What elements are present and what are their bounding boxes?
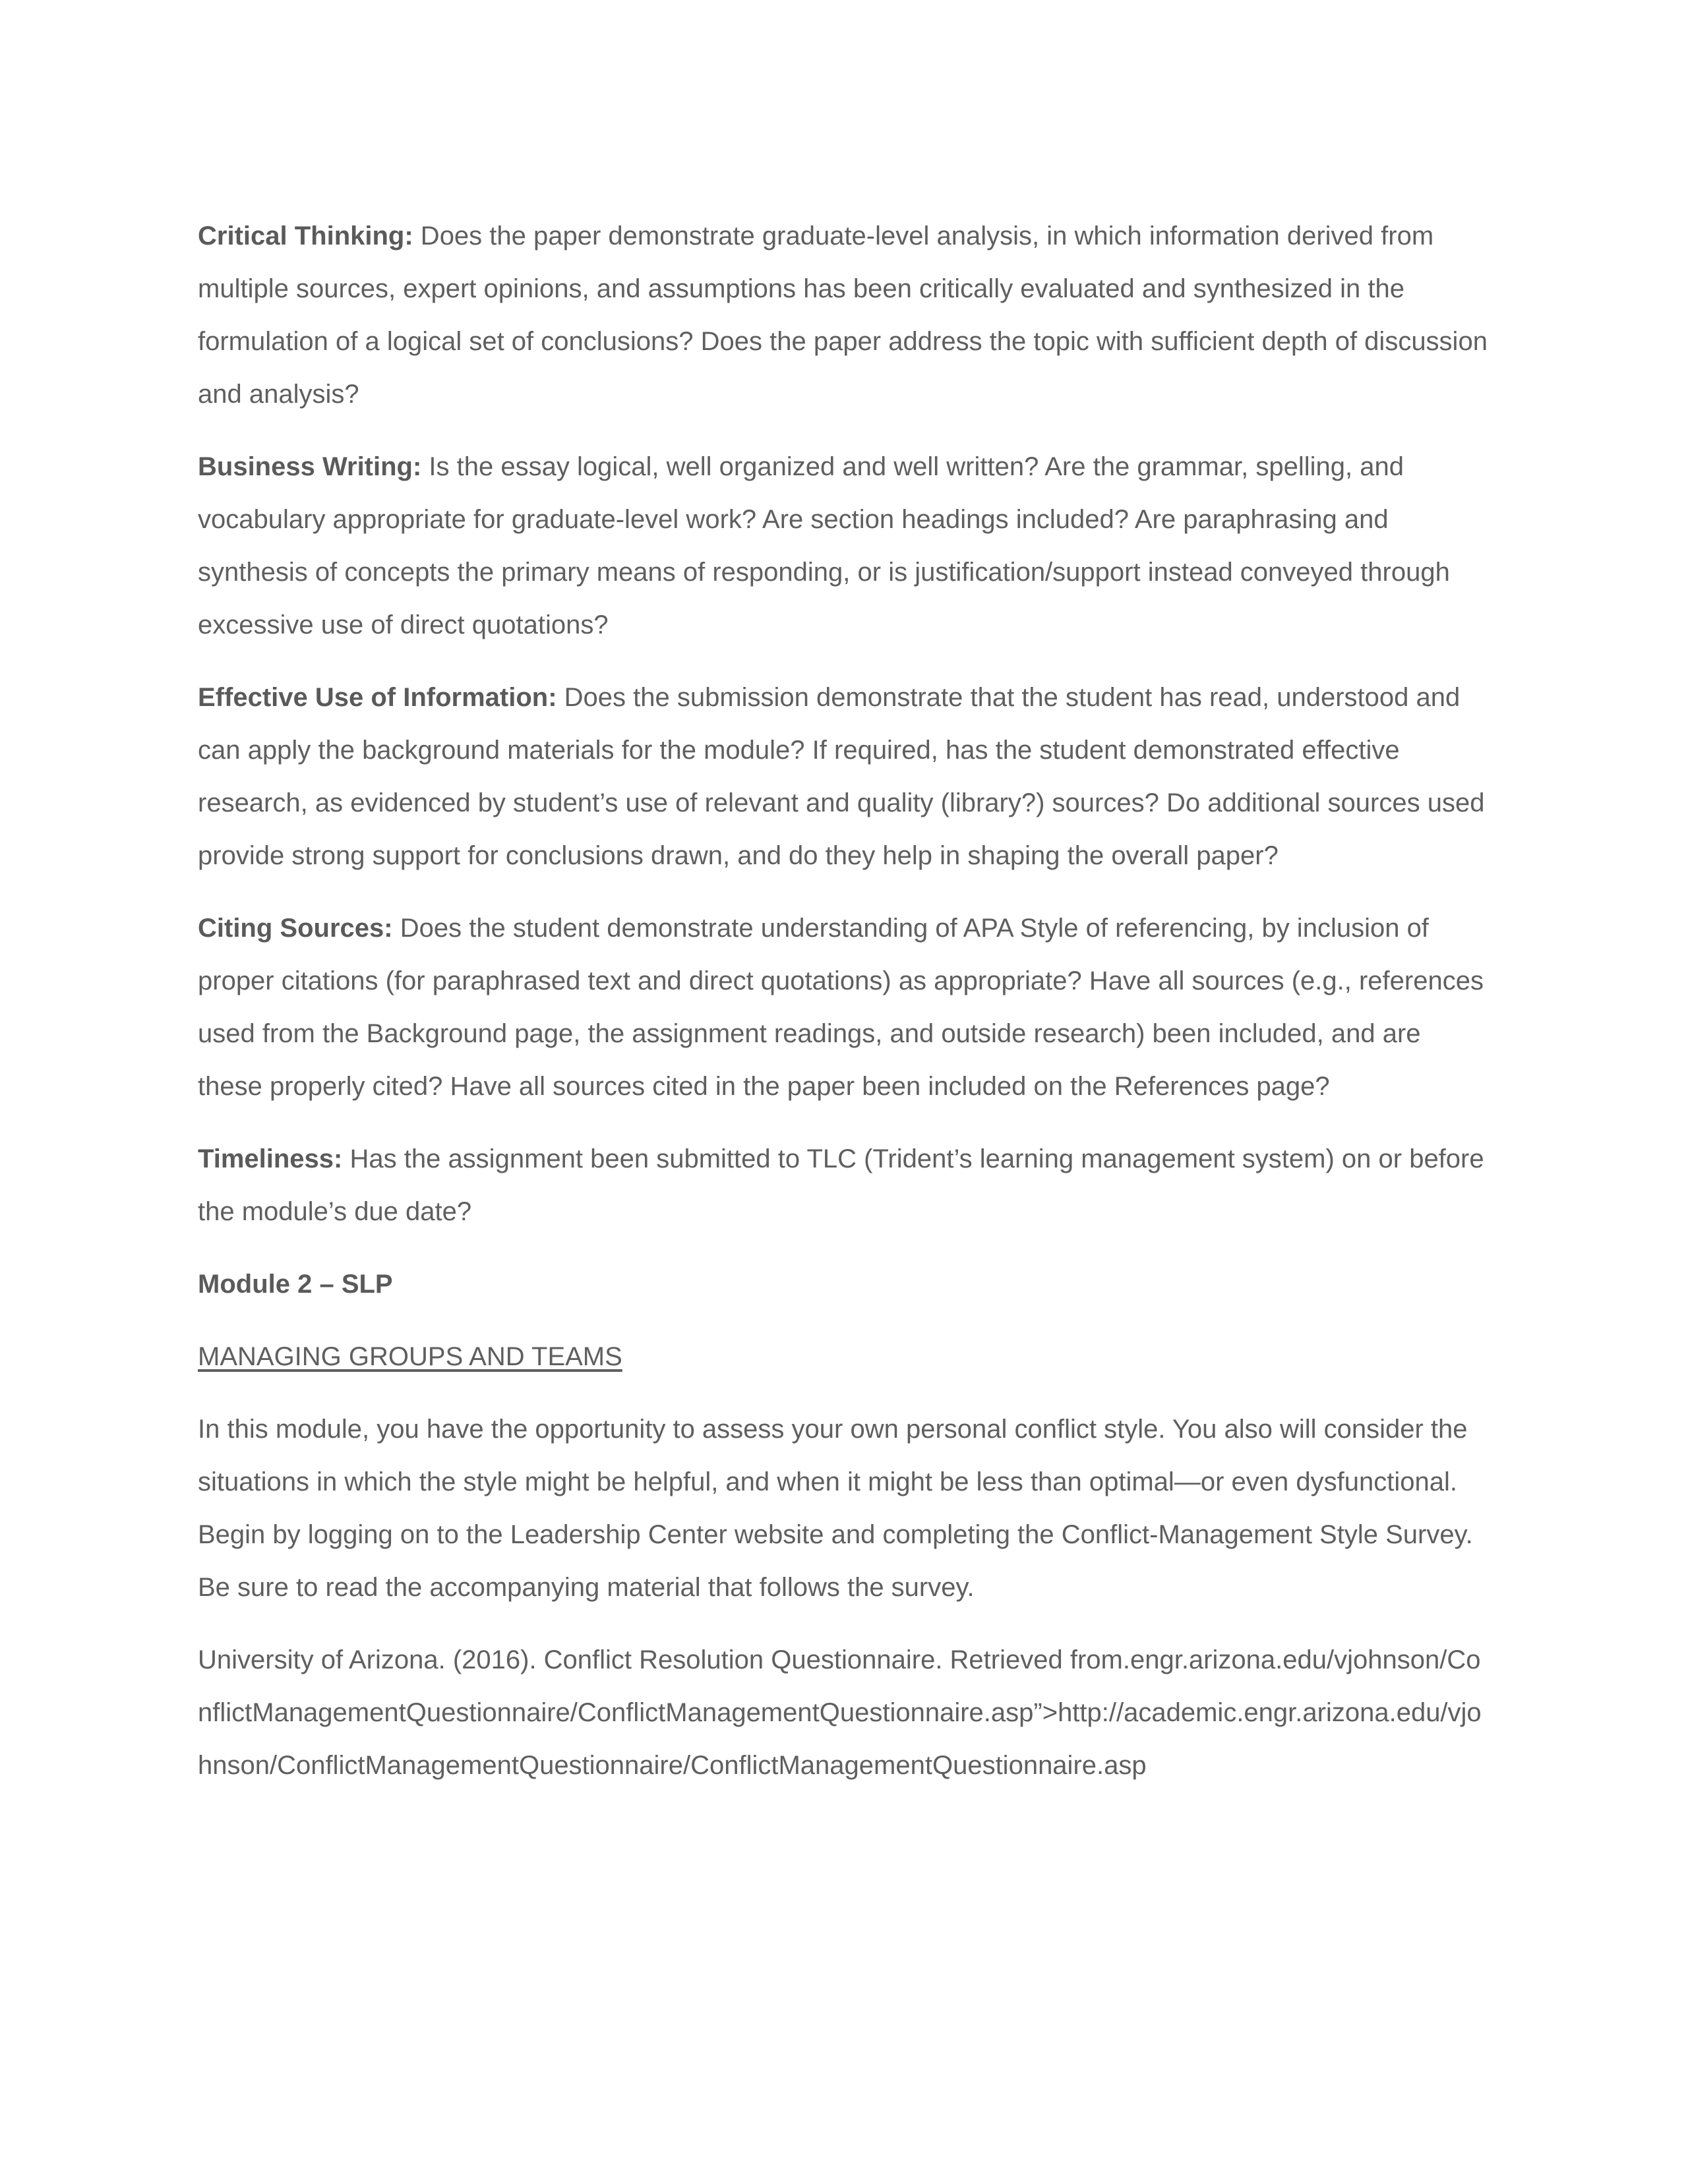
criterion-text: Has the assignment been submitted to TLC (Trident’s learning management system) on or before the module’s due date? bbox=[198, 1144, 1484, 1226]
criterion-effective-use-of-information bbox=[198, 671, 1490, 882]
criterion-business-writing bbox=[198, 440, 1490, 651]
criterion-label: Citing Sources: bbox=[198, 914, 393, 943]
criterion-label: Critical Thinking: bbox=[198, 221, 413, 251]
section-title: MANAGING GROUPS AND TEAMS bbox=[198, 1342, 622, 1371]
reference-citation: University of Arizona. (2016). Conflict Resolution Questionnaire. Retrieved from.engr.arizona.edu/vjohnson/ConflictManagementQuestionnaire/ConflictManagementQuestionnaire.asp”>http://academic.engr.arizona.edu/vjohnson/ConflictManagementQuestionnaire/ConflictManagementQuestionnaire.asp bbox=[198, 1645, 1482, 1780]
criterion-timeliness bbox=[198, 1133, 1490, 1238]
criterion-label: Timeliness: bbox=[198, 1144, 343, 1173]
criterion-text: Does the student demonstrate understanding of APA Style of referencing, by inclusion of proper citations (for paraphrased text and direct quotations) as appropriate? Have all sources (e.g., references used from the Background page, the assignment readings, and outside research) been included, and are these properly cited? Have all sources cited in the paper been included on the References page? bbox=[198, 914, 1484, 1101]
criterion-label: Business Writing: bbox=[198, 452, 422, 481]
criterion-critical-thinking bbox=[198, 210, 1490, 421]
criterion-text: Is the essay logical, well organized and well written? Are the grammar, spelling, and vocabulary appropriate for graduate-level work? Are section headings included? Are paraphrasing and synthesis of concepts the primary means of responding, or is justification/support instead conveyed through excessive use of direct quotations? bbox=[198, 452, 1450, 639]
module-heading: Module 2 – SLP bbox=[198, 1270, 393, 1299]
document-page bbox=[198, 210, 1490, 1812]
intro-paragraph: In this module, you have the opportunity to assess your own personal conflict style. You also will consider the situations in which the style might be helpful, and when it might be less than optimal—or even dysfunctional. Begin by logging on to the Leadership Center website and completing the Conflict-Management Style Survey. Be sure to read the accompanying material that follows the survey. bbox=[198, 1415, 1473, 1602]
criterion-text: Does the paper demonstrate graduate-level analysis, in which information derived from multiple sources, expert opinions, and assumptions has been critically evaluated and synthesized in the formulation of a logical set of conclusions? Does the paper address the topic with sufficient depth of discussion and analysis? bbox=[198, 221, 1488, 409]
criterion-label: Effective Use of Information: bbox=[198, 683, 557, 712]
criterion-citing-sources bbox=[198, 902, 1490, 1113]
criterion-text: Does the submission demonstrate that the student has read, understood and can apply the background materials for the module? If required, has the student demonstrated effective research, as evidenced by student’s use of relevant and quality (library?) sources? Do additional sources used provide strong support for conclusions drawn, and do they help in shaping the overall paper? bbox=[198, 683, 1485, 870]
